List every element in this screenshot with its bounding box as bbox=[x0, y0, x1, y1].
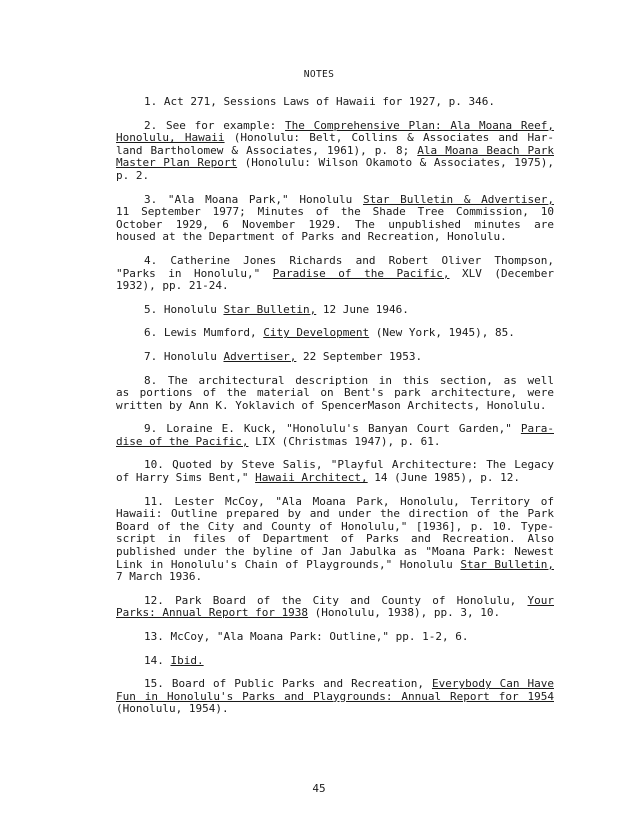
underlined-title: dise of the Pacific, bbox=[116, 434, 249, 448]
note-text: 1. Act 271, Sessions Laws of Hawaii for 1927, p. 346. bbox=[144, 95, 495, 108]
note-entry bbox=[116, 255, 554, 293]
note-line bbox=[116, 436, 554, 449]
page-number: 45 bbox=[312, 782, 326, 795]
underlined-title: Ala Moana Beach Park bbox=[417, 143, 554, 157]
note-text: Link in Honolulu's Chain of Playgrounds," Honolulu bbox=[116, 557, 461, 571]
note-text: 7. Honolulu bbox=[144, 349, 224, 363]
note-text: (Honolulu: Wilson Okamoto & Associates, 1975), bbox=[237, 156, 554, 170]
note-text: 9. Loraine E. Kuck, "Honolulu's Banyan Court Garden," bbox=[144, 422, 521, 436]
note-line bbox=[116, 351, 554, 364]
note-text: script in files of Department of Parks and Recreation. Also bbox=[116, 532, 554, 546]
note-entry bbox=[116, 423, 554, 448]
underlined-title: Parks: Annual Report for 1938 bbox=[116, 606, 309, 620]
note-entry bbox=[116, 194, 554, 244]
note-entry bbox=[116, 327, 554, 340]
note-text: 5. Honolulu bbox=[144, 302, 224, 316]
note-line bbox=[116, 400, 554, 413]
note-text: land Bartholomew & Associates, 1961), p. 8; bbox=[116, 143, 418, 157]
note-text: "Parks in Honolulu," bbox=[116, 266, 273, 280]
note-line bbox=[116, 703, 554, 716]
note-entry bbox=[116, 631, 554, 644]
note-line bbox=[116, 607, 554, 620]
underlined-title: Everybody Can Have bbox=[431, 677, 554, 691]
note-entry bbox=[116, 678, 554, 716]
note-text: 22 September 1953. bbox=[296, 349, 423, 363]
note-text: (Honolulu, 1938), pp. 3, 10. bbox=[308, 606, 501, 620]
note-text: 13. McCoy, "Ala Moana Park: Outline," pp. 1-2, 6. bbox=[144, 630, 469, 643]
note-text: (Honolulu, 1954). bbox=[116, 702, 229, 716]
note-text: 3. "Ala Moana Park," Honolulu bbox=[144, 192, 363, 206]
note-text: as portions of the material on Bent's park architecture, were bbox=[116, 386, 554, 400]
page-title: NOTES bbox=[303, 69, 335, 80]
note-text: of Harry Sims Bent," bbox=[116, 471, 256, 485]
note-line bbox=[116, 571, 554, 584]
underlined-title: The Comprehensive Plan: Ala Moana Reef, bbox=[285, 118, 554, 132]
note-text: 11 September 1977; Minutes of the Shade Tree Commission, 10 bbox=[116, 205, 554, 219]
note-entry bbox=[116, 96, 554, 109]
note-text: 11. Lester McCoy, "Ala Moana Park, Honolulu, Territory of bbox=[144, 494, 554, 508]
note-line bbox=[116, 327, 554, 340]
notes-list bbox=[116, 96, 554, 727]
note-line bbox=[116, 280, 554, 293]
note-entry bbox=[116, 459, 554, 484]
note-line bbox=[116, 655, 554, 668]
note-text: (Honolulu: Belt, Collins & Associates and Har- bbox=[224, 131, 554, 145]
note-entry bbox=[116, 120, 554, 183]
note-text: 7 March 1936. bbox=[116, 570, 203, 584]
underlined-title: Honolulu, Hawaii bbox=[116, 131, 225, 145]
note-line bbox=[116, 96, 554, 109]
underlined-title: Your bbox=[527, 593, 554, 607]
note-line bbox=[116, 157, 554, 170]
note-text: 10. Quoted by Steve Salis, "Playful Architecture: The Legacy bbox=[144, 458, 554, 472]
note-text: October 1929, 6 November 1929. The unpublished minutes are bbox=[116, 217, 554, 231]
note-text: 15. Board of Public Parks and Recreation, bbox=[144, 677, 432, 691]
note-text: 12. Park Board of the City and County of Honolulu, bbox=[144, 593, 528, 607]
note-text: p. 2. bbox=[116, 168, 150, 182]
note-entry bbox=[116, 304, 554, 317]
note-line bbox=[116, 231, 554, 244]
note-text: 4. Catherine Jones Richards and Robert Oliver Thompson, bbox=[144, 253, 554, 267]
underlined-title: Star Bulletin, bbox=[460, 557, 554, 571]
note-text: 1932), pp. 21-24. bbox=[116, 279, 229, 293]
underlined-title: Paradise of the Pacific, bbox=[272, 266, 450, 280]
underlined-title: Ibid. bbox=[170, 653, 204, 667]
underlined-title: Advertiser, bbox=[223, 349, 297, 363]
note-entry bbox=[116, 496, 554, 584]
note-line bbox=[116, 631, 554, 644]
note-line bbox=[116, 472, 554, 485]
note-text: 12 June 1946. bbox=[316, 302, 409, 316]
underlined-title: Para- bbox=[520, 422, 554, 436]
note-line bbox=[116, 304, 554, 317]
note-entry bbox=[116, 375, 554, 413]
underlined-title: Star Bulletin & Advertiser, bbox=[363, 192, 554, 206]
note-line bbox=[116, 170, 554, 183]
underlined-title: Star Bulletin, bbox=[223, 302, 317, 316]
note-text: 14 (June 1985), p. 12. bbox=[367, 471, 520, 485]
note-text: 2. See for example: bbox=[144, 118, 286, 132]
note-text: LIX (Christmas 1947), p. 61. bbox=[248, 434, 441, 448]
note-text: Hawaii: Outline prepared by and under the direction of the Park bbox=[116, 507, 554, 521]
underlined-title: Hawaii Architect, bbox=[255, 471, 368, 485]
note-text: 6. Lewis Mumford, bbox=[144, 326, 264, 340]
note-entry bbox=[116, 595, 554, 620]
underlined-title: City Development bbox=[263, 326, 370, 340]
note-text: published under the byline of Jan Jabulka as "Moana Park: Newest bbox=[116, 545, 554, 559]
note-text: (New York, 1945), 85. bbox=[369, 326, 515, 340]
note-text: Board of the City and County of Honolulu," [1936], p. 10. Type- bbox=[116, 519, 554, 533]
note-entry bbox=[116, 351, 554, 364]
note-text: 14. bbox=[144, 653, 171, 667]
note-text: written by Ann K. Yoklavich of SpencerMason Architects, Honolulu. bbox=[116, 398, 547, 412]
note-entry bbox=[116, 655, 554, 668]
note-text: XLV (December bbox=[449, 266, 554, 280]
note-text: 8. The architectural description in this section, as well bbox=[144, 373, 554, 387]
underlined-title: Fun in Honolulu's Parks and Playgrounds: Annual Report for 1954 bbox=[116, 689, 554, 703]
underlined-title: Master Plan Report bbox=[116, 156, 238, 170]
note-text: housed at the Department of Parks and Recreation, Honolulu. bbox=[116, 230, 507, 244]
